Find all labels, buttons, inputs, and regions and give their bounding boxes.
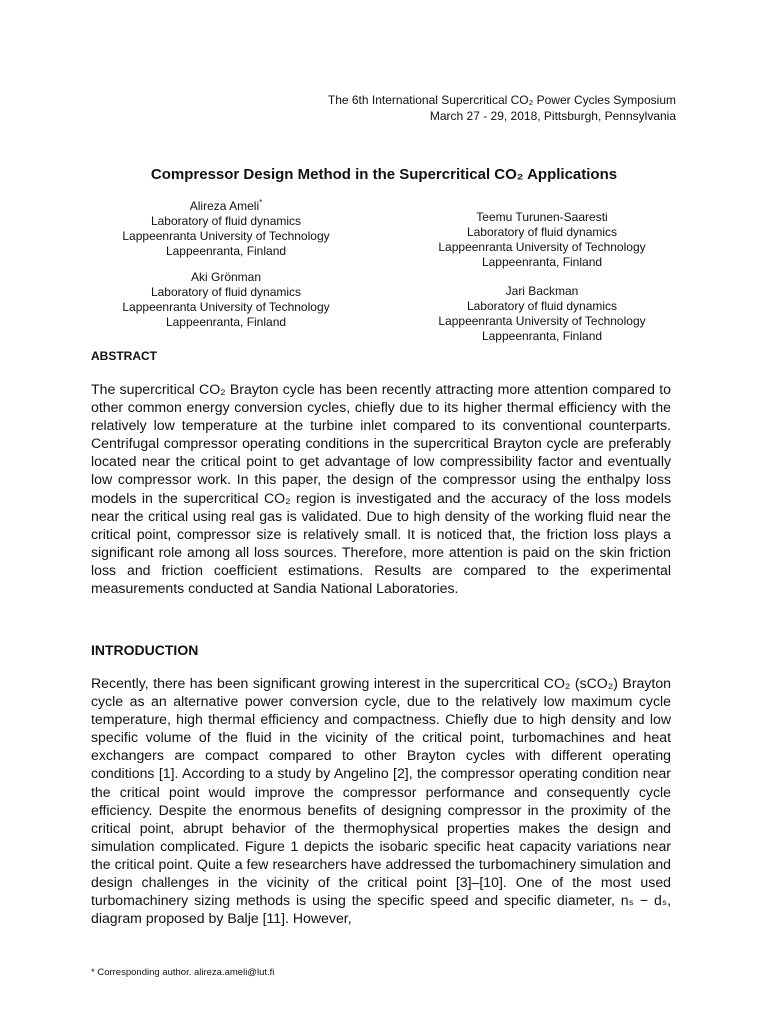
- author-block: [412, 210, 672, 270]
- corresponding-marker: *: [259, 198, 263, 207]
- author-block: [96, 195, 356, 259]
- author-affiliation: Laboratory of fluid dynamics: [466, 225, 618, 239]
- author-affiliation: Lappeenranta University of Technology: [438, 240, 646, 254]
- abstract-text: The supercritical CO₂ Brayton cycle has been recently attracting more attention compared to other common energy conversion cycles, chiefly due to its higher thermal efficiency with the relatively low temperature at the turbine inlet compared to its conventional counterparts. Centrifugal compressor operating conditions in the supercritical Brayton cycle are preferably located near the critical point to get advantage of low compressibility factor and eventually low compressor work. In this paper, the design of the compressor using the enthalpy loss models in the supercritical CO₂ region is investigated and the accuracy of the loss models near the critical using real gas is validated. Due to high density of the working fluid near the critical point, compressor size is relatively small. It is noticed that, the friction loss plays a significant role among all loss sources. Therefore, more attention is paid on the skin friction loss and friction coefficient estimations. Results are compared to the experimental measurements conducted at Sandia National Laboratories.: [91, 381, 671, 597]
- author-affiliation: Lappeenranta University of Technology: [438, 314, 646, 328]
- author-location: Lappeenranta, Finland: [481, 329, 603, 343]
- author-name: Teemu Turunen-Saaresti: [476, 210, 608, 224]
- author-affiliation: Laboratory of fluid dynamics: [150, 285, 302, 299]
- author-location: Lappeenranta, Finland: [165, 244, 287, 258]
- conference-date-location: March 27 - 29, 2018, Pittsburgh, Pennsylvania: [429, 109, 676, 123]
- author-affiliation: Lappeenranta University of Technology: [122, 300, 330, 314]
- abstract-heading: ABSTRACT: [91, 349, 157, 363]
- paper-title: Compressor Design Method in the Supercritical CO₂ Applications: [150, 166, 618, 183]
- author-affiliation: Lappeenranta University of Technology: [122, 229, 330, 243]
- author-block: [412, 284, 672, 344]
- author-name: Alireza Ameli*: [189, 198, 263, 213]
- author-affiliation: Laboratory of fluid dynamics: [466, 299, 618, 313]
- introduction-heading: INTRODUCTION: [91, 642, 199, 658]
- conference-name: The 6th International Supercritical CO₂ Power Cycles Symposium: [327, 93, 676, 107]
- conference-header: [328, 92, 676, 124]
- footnote: * Corresponding author. alireza.ameli@lut.fi: [91, 967, 275, 978]
- author-block: [96, 270, 356, 330]
- author-affiliation: Laboratory of fluid dynamics: [150, 214, 302, 228]
- author-location: Lappeenranta, Finland: [481, 255, 603, 269]
- introduction-text: Recently, there has been significant growing interest in the supercritical CO₂ (sCO₂) Brayton cycle as an alternative power conversion cycle, due to the relatively low maximum cycle temperature, high thermal efficiency and compactness. Chiefly due to high density and low specific volume of the fluid in the vicinity of the critical point, turbomachines and heat exchangers are compact compared to other Brayton cycles with different operating conditions [1]. According to a study by Angelino [2], the compressor operating condition near the critical point would improve the compressor performance and consequently cycle efficiency. Despite the enormous benefits of designing compressor in the proximity of the critical point, abrupt behavior of the thermophysical properties makes the design and simulation complicated. Figure 1 depicts the isobaric specific heat capacity variations near the critical point. Quite a few researchers have addressed the turbomachinery simulation and design challenges in the vicinity of the critical point [3]–[10]. One of the most used turbomachinery sizing methods is using the specific speed and specific diameter, nₛ − dₛ, diagram proposed by Balje [11]. However,: [91, 675, 671, 927]
- author-location: Lappeenranta, Finland: [165, 315, 287, 329]
- author-name: Jari Backman: [505, 284, 579, 298]
- author-name: Aki Grönman: [190, 270, 262, 284]
